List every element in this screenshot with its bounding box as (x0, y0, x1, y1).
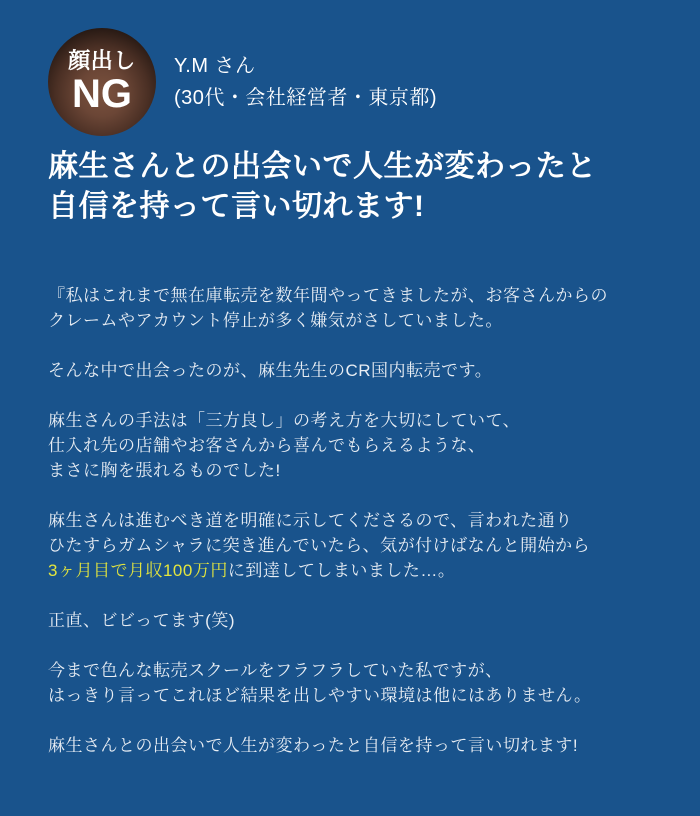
testimonial-line (48, 433, 652, 458)
body-text: クレームやアカウント停止が多く嫌気がさしていました。 (48, 311, 503, 330)
testimonial-line (48, 558, 652, 583)
testimonial-paragraph (48, 283, 652, 333)
body-text: 麻生さんの手法は「三方良し」の考え方を大切にしていて、 (48, 411, 521, 430)
avatar-no-face-badge (48, 28, 156, 136)
testimonial-line (48, 683, 652, 708)
testimonial-paragraph (48, 408, 652, 483)
highlighted-text: 3ヶ月目で月収100万円 (48, 561, 228, 580)
profile-name-block (174, 50, 437, 114)
body-text: 『私はこれまで無在庫転売を数年間やってきましたが、お客さんからの (48, 286, 608, 305)
body-text: まさに胸を張れるものでした! (48, 461, 281, 480)
testimonial-headline (48, 147, 652, 227)
headline-line-1: 麻生さんとの出会いで人生が変わったと (48, 150, 597, 183)
testimonial-line (48, 308, 652, 333)
avatar-label-kaodashi: 顔出し (68, 48, 136, 73)
testimonial-line (48, 358, 652, 383)
testimonial-paragraph (48, 608, 652, 633)
profile-row (48, 28, 652, 136)
testimonial-line (48, 508, 652, 533)
testimonial-line (48, 608, 652, 633)
body-text: 麻生さんは進むべき道を明確に示してくださるので、言われた通り (48, 511, 573, 530)
body-text: そんな中で出会ったのが、麻生先生のCR国内転売です。 (48, 361, 493, 380)
body-text: 今まで色んな転売スクールをフラフラしていた私ですが、 (48, 661, 503, 680)
profile-meta: (30代・会社経営者・東京都) (174, 87, 438, 109)
testimonial-line (48, 458, 652, 483)
body-text: ひたすらガムシャラに突き進んでいたら、気が付けばなんと開始から (48, 536, 591, 555)
testimonial-body (48, 283, 652, 758)
testimonial-paragraph (48, 358, 652, 383)
testimonial-paragraph (48, 658, 652, 708)
body-text: に到達してしまいました…。 (227, 561, 456, 580)
headline-line-2: 自信を持って言い切れます! (48, 190, 425, 223)
testimonial-paragraph (48, 733, 652, 758)
testimonial-line (48, 533, 652, 558)
testimonial-line (48, 283, 652, 308)
testimonial-line (48, 408, 652, 433)
avatar-label-ng: NG (72, 72, 132, 116)
testimonial-line (48, 658, 652, 683)
body-text: はっきり言ってこれほど結果を出しやすい環境は他にはありません。 (48, 686, 592, 705)
testimonial-line (48, 733, 652, 758)
body-text: 仕入れ先の店舗やお客さんから喜んでもらえるような、 (48, 436, 486, 455)
testimonial-paragraph (48, 508, 652, 583)
profile-name: Y.M さん (174, 55, 256, 77)
body-text: 麻生さんとの出会いで人生が変わったと自信を持って言い切れます! (48, 736, 579, 755)
body-text: 正直、ビビってます(笑) (48, 611, 235, 630)
